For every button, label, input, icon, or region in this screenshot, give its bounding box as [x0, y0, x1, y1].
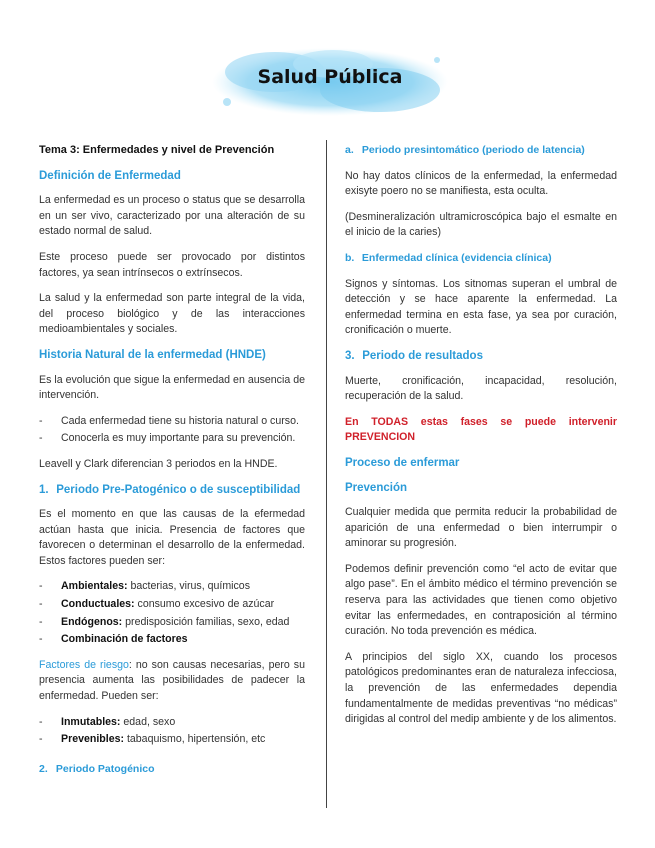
list-item	[39, 615, 305, 631]
prevention-heading: Prevención	[345, 481, 407, 494]
factor-desc: predisposición familias, sexo, edad	[122, 615, 290, 628]
presymptomatic-title: Periodo presintomático (periodo de latencia)	[361, 144, 585, 156]
period-1-heading	[39, 483, 305, 499]
factors-list	[39, 579, 305, 647]
hnde-heading: Historia Natural de la enfermedad (HNDE)	[39, 348, 266, 361]
risk-factors-text: : no son causas necesarias, pero su presencia aumenta las posibilidades de padecer la enfermedad. Pueden ser:	[39, 658, 305, 703]
list-item	[39, 732, 305, 748]
hnde-list	[39, 414, 305, 447]
presymptomatic-heading	[345, 143, 617, 159]
factor-desc: bacterias, virus, químicos	[127, 580, 250, 593]
period-2-title: Periodo Patogénico	[55, 762, 155, 775]
period-3-number: 3.	[345, 349, 355, 362]
period-3-paragraph: Muerte, cronificación, incapacidad, resolución, recuperación de la salud.	[345, 374, 617, 403]
right-column	[345, 143, 617, 738]
risk-term: Prevenibles:	[61, 733, 125, 746]
clinical-label: b.	[345, 251, 355, 264]
presymptomatic-label: a.	[345, 144, 354, 156]
period-3-heading	[345, 349, 617, 365]
list-item	[39, 715, 305, 731]
intervention-alert: En TODAS estas fases se puede intervenir PREVENCION	[345, 415, 617, 444]
clinical-heading	[345, 251, 617, 267]
clinical-title: Enfermedad clínica (evidencia clínica)	[361, 251, 552, 264]
page-title: Salud Pública	[257, 66, 403, 88]
presymptomatic-paragraph-1: No hay datos clínicos de la enfermedad, la enfermedad exisyte poero no se manifiesta, esta oculta.	[345, 169, 617, 198]
factor-term: Conductuales:	[61, 598, 135, 611]
list-item	[39, 632, 305, 648]
risk-factors-paragraph	[39, 658, 305, 705]
definition-paragraph-1: La enfermedad es un proceso o status que se desarrolla en un ser vivo, caracterizado por una alteración de su estado normal de salud.	[39, 194, 305, 238]
risk-factors-term: Factores de riesgo	[39, 658, 129, 671]
factor-term: Ambientales:	[61, 580, 128, 593]
period-2-heading	[39, 762, 305, 778]
period-1-paragraph: Es el momento en que las causas de la efermedad actúan hasta que inicia. Presencia de factores que favorecen o determinan el desarrollo de la enfermedad. Estos factores pueden ser:	[39, 508, 305, 567]
risk-desc: edad, sexo	[120, 715, 176, 728]
leavell-clark-paragraph: Leavell y Clark diferencian 3 periodos en la HNDE.	[39, 457, 278, 470]
list-item: - Cada enfermedad tiene su historia natural o curso.	[39, 414, 305, 430]
risk-factors-list	[39, 715, 305, 748]
period-1-title: Periodo Pre-Patogénico o de susceptibilidad	[56, 483, 301, 496]
factor-desc: consumo excesivo de azúcar	[134, 598, 275, 611]
list-item	[39, 597, 305, 613]
clinical-paragraph: Signos y síntomas. Los sitnomas superan el umbral de detección y se hace aparente la enfermedad. La enfermedad termina en esta fase, ya sea por curación, cronificación o muerte.	[345, 277, 617, 337]
period-2-number: 2.	[39, 762, 48, 775]
hnde-paragraph: Es la evolución que sigue la enfermedad en ausencia de intervención.	[39, 373, 305, 402]
definition-paragraph-3: La salud y la enfermedad son parte integral de la vida, del proceso biológico y de las interacciones medioambientales y sociales.	[39, 292, 305, 336]
prevention-paragraph-3: A principios del siglo XX, cuando los procesos patológicos predominantes eran de naturaleza infecciosa, la prevención de las enfermedades dependia fundamentalmente de medidas preventivas “no médicas” dirigidas al control del medip ambiente y de los alimentos.	[345, 650, 617, 726]
process-heading: Proceso de enfermar	[345, 456, 460, 469]
prevention-paragraph-1: Cualquier medida que permita reducir la probabilidad de aparición de una enfermedad o bien interrumpir o aminorar su progresión.	[345, 506, 617, 550]
column-divider	[326, 140, 327, 808]
risk-desc: tabaquismo, hipertensión, etc	[124, 733, 266, 746]
factor-term: Endógenos:	[61, 615, 123, 628]
presymptomatic-paragraph-2: (Desmineralización ultramicroscópica bajo el esmalte en el inicio de la caries)	[345, 210, 617, 239]
title-banner	[205, 42, 455, 120]
period-3-title: Periodo de resultados	[362, 349, 483, 362]
list-item	[39, 579, 305, 595]
definition-paragraph-2: Este proceso puede ser provocado por distintos factores, ya sean intrínsecos o extrínsecos.	[39, 250, 305, 279]
topic-heading: Tema 3: Enfermedades y nivel de Prevención	[39, 144, 275, 156]
period-1-number: 1.	[39, 483, 49, 496]
factor-term: Combinación de factores	[61, 633, 188, 646]
prevention-paragraph-2: Podemos definir prevención como “el acto de evitar que algo pase”. En el ámbito médico el término prevención se reserva para las actividades que tienen como objetivo evitar las enfermedades, en contraposición al término curación. No toda prevención es médica.	[345, 562, 617, 638]
list-item: - Conocerla es muy importante para su prevención.	[39, 431, 305, 447]
left-column	[39, 143, 305, 787]
risk-term: Inmutables:	[61, 715, 121, 728]
definition-heading: Definición de Enfermedad	[39, 169, 181, 182]
